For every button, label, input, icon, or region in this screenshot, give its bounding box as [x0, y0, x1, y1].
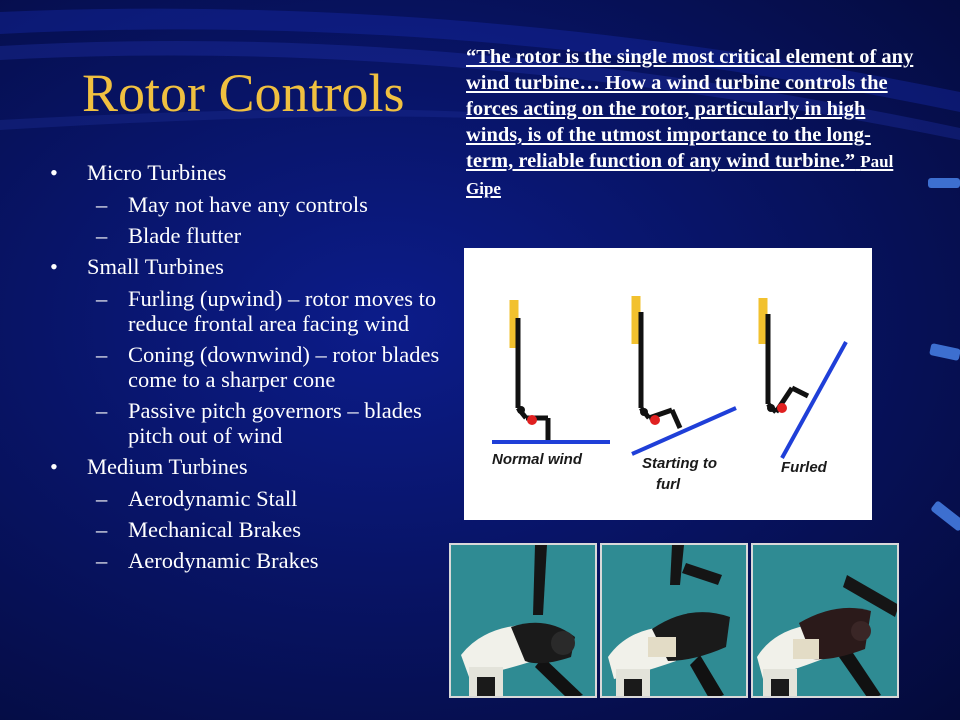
starting-to-furl-figure	[632, 296, 736, 454]
slide-title: Rotor Controls	[82, 63, 405, 123]
bullet-item: • Micro Turbines	[50, 160, 227, 185]
sub-bullet-item: – Aerodynamic Brakes	[96, 548, 319, 573]
sub-bullet-label: Blade flutter	[128, 223, 242, 248]
edge-stripe	[928, 178, 960, 188]
pivot	[527, 415, 537, 425]
bullet-label: Small Turbines	[87, 254, 224, 279]
sub-bullet-item: – Aerodynamic Stall	[96, 486, 298, 511]
bullet-item: • Small Turbines	[50, 254, 224, 279]
sub-bullet-item: – Passive pitch governors – blades pitch out of wind	[96, 398, 422, 448]
normal-wind-figure	[492, 300, 610, 442]
bullet-list	[50, 154, 440, 573]
sub-bullet-item: – May not have any controls	[96, 192, 368, 217]
furling-diagram	[464, 248, 872, 520]
turbine-photo-starting-to-furl	[600, 543, 748, 698]
quote-author: Paul Gipe	[466, 152, 894, 198]
quote-text: “The rotor is the single most critical element of any wind turbine… How a wind turbine controls the forces acting on the rotor, particularly in high winds, is of the utmost importance to the long-term, reliable function of any wind turbine.”	[466, 46, 914, 172]
sub-bullet-item: – Blade flutter	[96, 223, 242, 248]
turbine-photo-normal	[449, 543, 597, 698]
sub-bullet-label: Aerodynamic Stall	[128, 486, 298, 511]
bullet-label: Micro Turbines	[87, 160, 227, 185]
pivot	[650, 415, 660, 425]
sub-bullet-item: – Mechanical Brakes	[96, 517, 302, 542]
sub-bullet-label: Aerodynamic Brakes	[128, 548, 319, 573]
pivot	[777, 403, 787, 413]
bullet-item: • Medium Turbines	[50, 454, 248, 479]
turbine-photo-furled	[751, 543, 899, 698]
sub-bullet-label: May not have any controls	[128, 192, 368, 217]
rotor-line	[782, 342, 846, 458]
bullet-label: Medium Turbines	[87, 454, 248, 479]
furled-figure	[763, 298, 846, 458]
label-furled: Furled	[781, 459, 827, 476]
sub-bullet-item: – Coning (downwind) – rotor blades come to a sharper cone	[96, 342, 440, 392]
sub-bullet-label: Passive pitch governors – blades pitch out of wind	[128, 398, 422, 448]
sub-bullet-label: Mechanical Brakes	[128, 517, 302, 542]
quote-block	[466, 44, 916, 202]
label-normal-wind: Normal wind	[492, 451, 583, 468]
label-starting-to-furl: Starting to	[642, 455, 717, 472]
sub-bullet-item: – Furling (upwind) – rotor moves to reduce frontal area facing wind	[96, 286, 437, 336]
label-starting-to-furl-2: furl	[656, 476, 681, 493]
sub-bullet-label: Furling (upwind) – rotor moves to reduce frontal area facing wind	[128, 286, 437, 336]
sub-bullet-label: Coning (downwind) – rotor blades come to a sharper cone	[128, 342, 440, 392]
